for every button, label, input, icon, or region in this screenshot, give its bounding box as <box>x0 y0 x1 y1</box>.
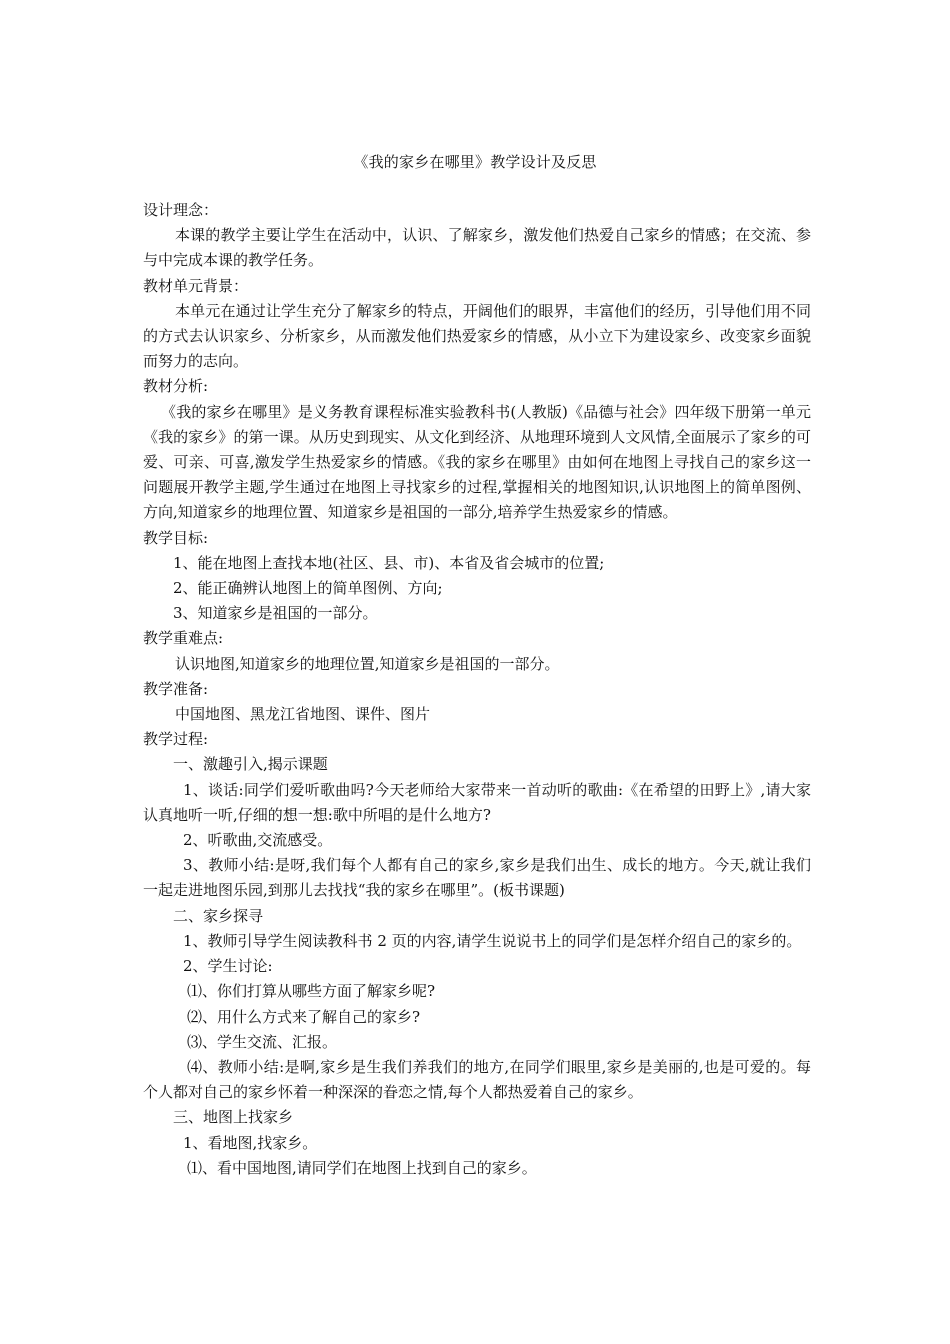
list-item: 1、教师引导学生阅读教科书 2 页的内容,请学生说说书上的同学们是怎样介绍自己的家乡的。 <box>183 931 802 950</box>
list-item: 1、看地图,找家乡。 <box>183 1133 318 1152</box>
subheading: 二、家乡探寻 <box>173 906 264 925</box>
list-item: ⑴、你们打算从哪些方面了解家乡呢? <box>187 982 436 1001</box>
list-item: 2、学生讨论: <box>183 957 273 976</box>
paragraph: 认识地图,知道家乡的地理位置,知道家乡是祖国的一部分。 <box>175 654 560 673</box>
document-title: 《我的家乡在哪里》教学设计及反思 <box>353 153 597 171</box>
paragraph: 本单元在通过让学生充分了解家乡的特点，开阔他们的眼界，丰富他们的经历，引导他们用不同的方式去认识家乡、分析家乡，从而激发他们热爱家乡的情感，从小立下为建设家乡、改变家乡面貌而努力的志向。 <box>143 301 811 371</box>
section-heading-unit-background: 教材单元背景： <box>143 276 249 295</box>
list-item: 3、知道家乡是祖国的一部分。 <box>173 604 378 623</box>
subheading: 三、地图上找家乡 <box>173 1108 294 1127</box>
list-item: ⑵、用什么方式来了解自己的家乡? <box>187 1007 421 1026</box>
paragraph: 中国地图、黑龙江省地图、课件、图片 <box>175 705 431 724</box>
section-heading-preparation: 教学准备: <box>143 679 209 698</box>
list-item: 1、谈话:同学们爱听歌曲吗?今天老师给大家带来一首动听的歌曲:《在希望的田野上》,请大家认真地听一听,仔细的想一想:歌中所唱的是什么地方? <box>143 780 811 824</box>
list-item: ⑴、看中国地图,请同学们在地图上找到自己的家乡。 <box>187 1158 537 1177</box>
list-item: ⑶、学生交流、汇报。 <box>187 1032 338 1051</box>
paragraph: 《我的家乡在哪里》是义务教育课程标准实验教科书(人教版)《品德与社会》四年级下册第一单元《我的家乡》的第一课。从历史到现实、从文化到经济、从地理环境到人文风情,全面展示了家乡的可爱、可亲、可喜,激发学生热爱家乡的情感。《我的家乡在哪里》由如何在地图上寻找自己的家乡这一问题展开教学主题,学生通过在地图上寻找家乡的过程,掌握相关的地图知识,认识地图上的简单图例、方向,知道家乡的地理位置、知道家乡是祖国的一部分,培养学生热爱家乡的情感。 <box>143 402 811 522</box>
section-heading-design-concept: 设计理念： <box>143 201 219 219</box>
list-item: 2、听歌曲,交流感受。 <box>183 831 333 850</box>
document-body <box>143 198 811 1181</box>
list-item: 2、能正确辨认地图上的简单图例、方向; <box>173 579 443 598</box>
list-item: 3、教师小结:是呀,我们每个人都有自己的家乡,家乡是我们出生、成长的地方。今天,就让我们一起走进地图乐园,到那儿去找找“我的家乡在哪里”。(板书课题) <box>143 856 811 900</box>
list-item: ⑷、教师小结:是啊,家乡是生我们养我们的地方,在同学们眼里,家乡是美丽的,也是可爱的。每个人都对自己的家乡怀着一种深深的眷恋之情,每个人都热爱着自己的家乡。 <box>143 1057 811 1102</box>
section-heading-process: 教学过程: <box>143 730 209 749</box>
list-item: 1、能在地图上查找本地(社区、县、市)、本省及省会城市的位置; <box>173 553 605 572</box>
section-heading-key-points: 教学重难点: <box>143 629 224 648</box>
subheading: 一、激趣引入,揭示课题 <box>173 755 328 774</box>
section-heading-objectives: 教学目标: <box>143 528 209 547</box>
paragraph: 本课的教学主要让学生在活动中，认识、了解家乡，激发他们热爱自己家乡的情感；在交流、参与中完成本课的教学任务。 <box>143 226 811 270</box>
section-heading-material-analysis: 教材分析: <box>143 377 209 396</box>
